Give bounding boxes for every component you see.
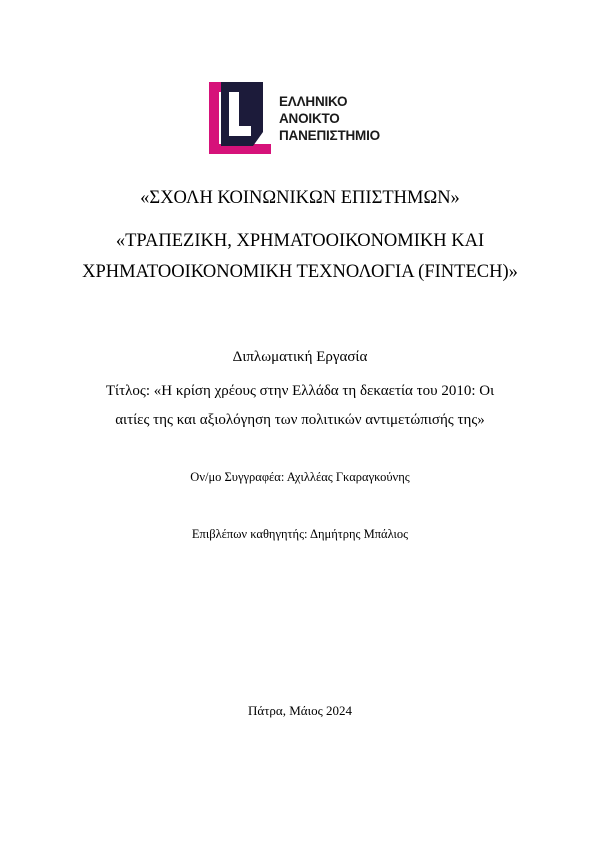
logo-line-2: ΑΝΟΙΚΤΟ <box>279 111 340 126</box>
university-logo <box>209 82 399 154</box>
logo-text <box>279 93 380 144</box>
program-name-line-2: ΧΡΗΜΑΤΟΟΙΚΟΝΟΜΙΚΗ ΤΕΧΝΟΛΟΓΙΑ (FINTECH)» <box>82 262 518 282</box>
program-name-line-1: «ΤΡΑΠΕΖΙΚΗ, ΧΡΗΜΑΤΟΟΙΚΟΝΟΜΙΚΗ ΚΑΙ <box>115 231 485 251</box>
author-name: Ον/μο Συγγραφέα: Αχιλλέας Γκαραγκούνης <box>190 470 410 484</box>
logo-line-3: ΠΑΝΕΠΙΣΤΗΜΙΟ <box>279 128 380 143</box>
thesis-title-line-1: Τίτλος: «Η κρίση χρέους στην Ελλάδα τη δεκαετία του 2010: Οι <box>105 383 495 399</box>
thesis-title-line-2: αιτίες της και αξιολόγηση των πολιτικών αντιμετώπισής της» <box>115 412 485 428</box>
place-and-date: Πάτρα, Μάιος 2024 <box>248 703 352 718</box>
logo-mark-icon <box>209 82 273 154</box>
logo-line-1: ΕΛΛΗΝΙΚΟ <box>279 94 348 109</box>
thesis-type: Διπλωματική Εργασία <box>232 349 368 365</box>
supervisor-name: Επιβλέπων καθηγητής: Δημήτρης Μπάλιος <box>191 527 409 541</box>
school-name: «ΣΧΟΛΗ ΚΟΙΝΩΝΙΚΩΝ ΕΠΙΣΤΗΜΩΝ» <box>140 188 460 208</box>
